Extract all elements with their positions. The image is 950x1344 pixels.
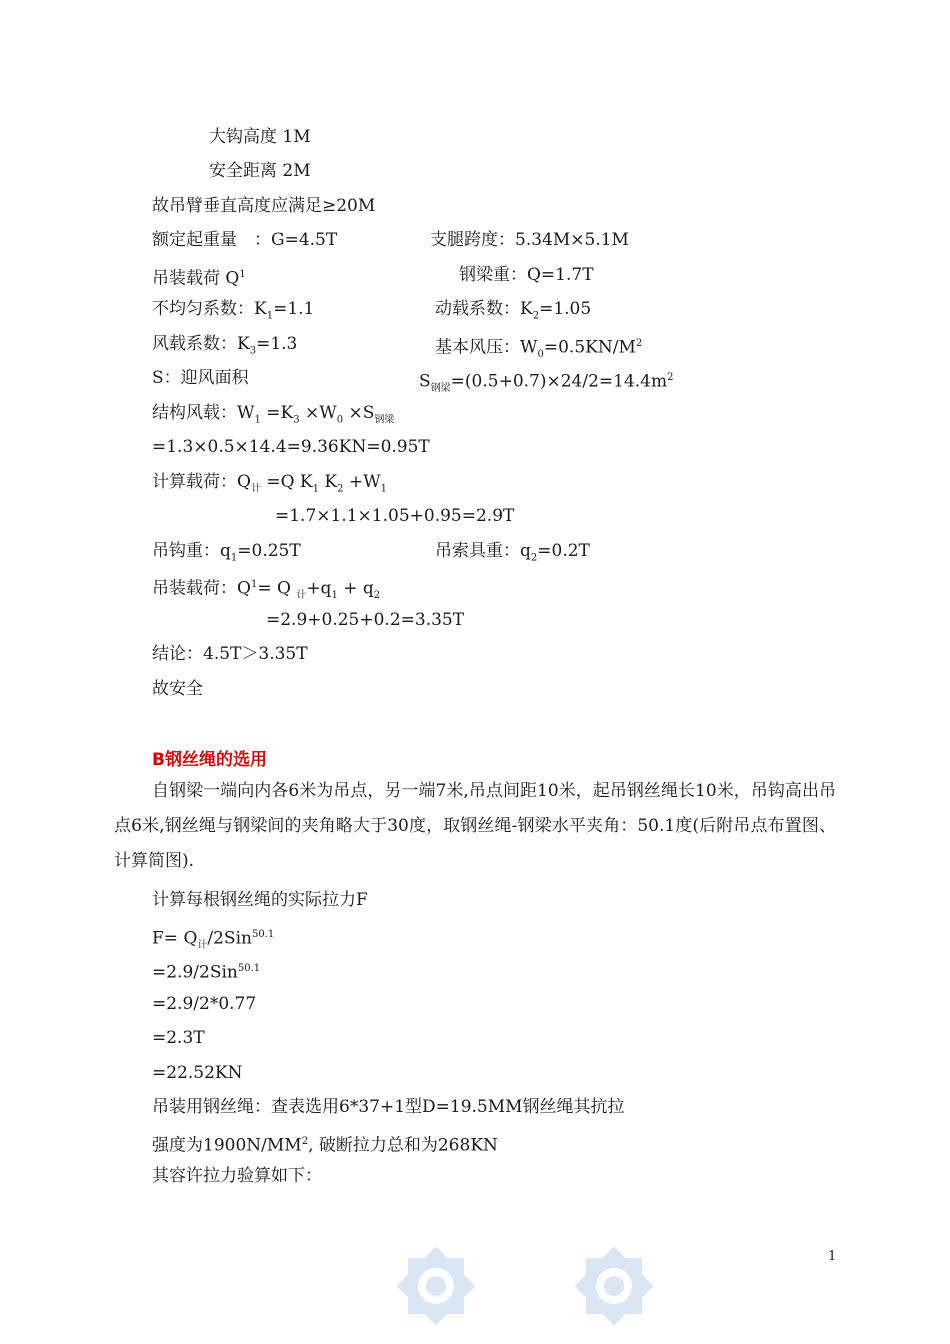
base-wind-pressure: 基本风压：$W_0=0.5KN/M^2$ [435,337,643,361]
conclusion: 结论：4.5T＞3.35T [152,644,308,664]
k2-coefficient: 动载系数：$K_2=1.05$ [435,299,592,322]
section-b-heading: B钢丝绳的选用 [152,750,267,770]
outrigger-span: 支腿跨度：5.34M×5.1M [430,230,629,250]
wind-area-formula: $S_{钢梁}=(0.5+0.7)\times 24/2=14.4m^2$ [419,371,674,395]
watermark-logo-left [378,1228,494,1344]
wind-area-label: S：迎风面积 [152,368,249,388]
allowable-check: 其容许拉力验算如下： [152,1166,322,1186]
lift-load-label: 吊装载荷 $Q^1$ [152,268,246,289]
rope-selection: 吊装用钢丝绳：查表选用6*37+1型D=19.5MM钢丝绳其抗拉 [152,1097,625,1117]
beam-weight: 钢梁重：Q=1.7T [459,265,594,285]
wind-load-result: =1.3×0.5×14.4=9.36KN=0.95T [152,437,430,457]
calc-load: 计算载荷：$Q_计 =Q$ $K_1$ $K_2 +W_1$ [152,472,387,495]
boom-height: 故吊臂垂直高度应满足≥20M [152,196,376,216]
section-b-paragraph: 自钢梁一端向内各6米为吊点，另一端7米,吊点间距10米，起吊钢丝绳长10米，吊钩高出吊点6米,钢丝绳与钢梁间的夹角略大于30度，取钢丝绳-钢梁水平夹角：50.1度(后附吊点布置图、计算简图). [114,781,836,871]
rigging-weight: 吊索具重：$q_2=0.2T$ [435,541,590,564]
calc-load-result: =1.7×1.1×1.05+0.95=2.9T [275,506,515,526]
force-formula: $F= Q_计/2Sin^{50.1}$ [152,928,275,952]
safe-distance: 安全距离 2M [209,161,311,181]
k1-coefficient: 不均匀系数：$K_1=1.1$ [152,299,315,322]
rated-load: 额定起重量 ：G=4.5T [152,230,338,250]
force-intro: 计算每根钢丝绳的实际拉力F [152,890,368,910]
force-step-3: =2.3T [152,1028,205,1048]
k3-coefficient: 风载系数：$K_3=1.3$ [152,334,298,357]
watermark-logo-right [556,1228,672,1344]
hook-weight: 吊钩重：$q_1=0.25T$ [152,541,301,564]
force-step-4: =22.52KN [152,1063,243,1083]
rope-strength: 强度为$1900N/MM^2$, 破断拉力总和为268KN [152,1135,498,1156]
hook-height: 大钩高度 1M [209,127,311,147]
lifting-load-result: =2.9+0.25+0.2=3.35T [266,610,465,630]
safe-statement: 故安全 [152,679,203,699]
force-step-2: =2.9/2*0.77 [152,994,257,1014]
lifting-load-formula: 吊装载荷：$Q^1= Q$ $_计+q_1 + q_2$ [152,578,381,602]
force-step-1: =2.9/2Sin$^{50.1}$ [152,962,261,983]
page-number: 1 [828,1249,837,1264]
structure-wind-load: 结构风载：$W_1 =K_3 \times W_0 \times S_{钢梁}$ [152,403,395,426]
